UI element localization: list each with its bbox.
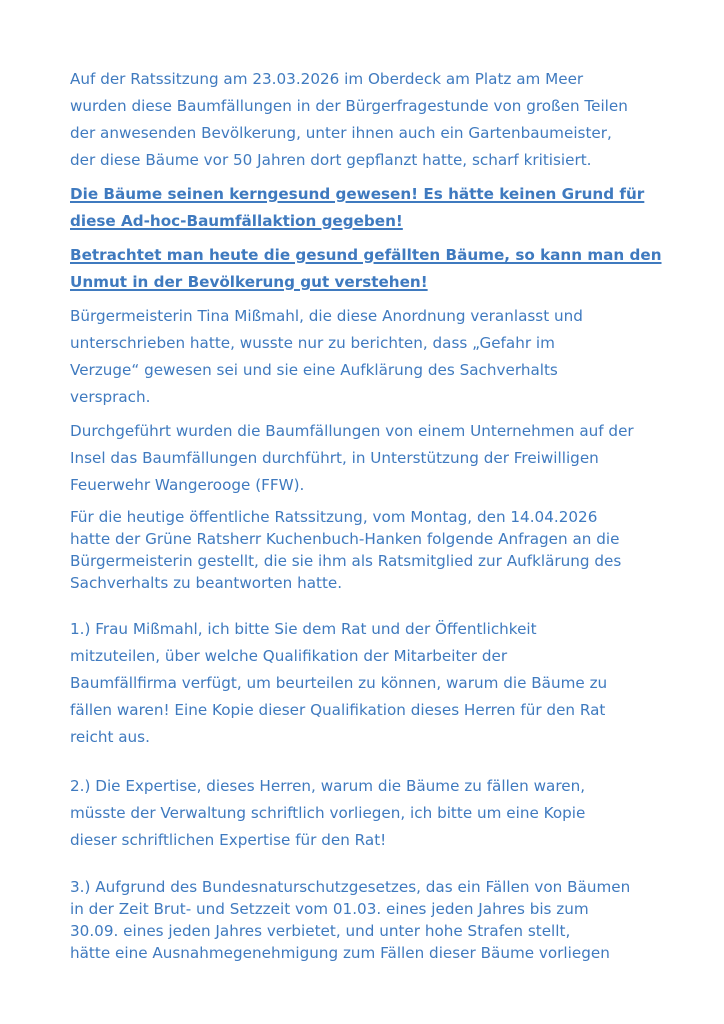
text-line: Unmut in der Bevölkerung gut verstehen!: [70, 273, 428, 291]
text-line: 2.) Die Expertise, dieses Herren, warum die Bäume zu fällen waren,: [70, 777, 586, 795]
text-line: unterschrieben hatte, wusste nur zu berichten, dass „Gefahr im: [70, 334, 555, 352]
paragraph-trees-healthy: [70, 181, 660, 235]
text-line: Durchgeführt wurden die Baumfällungen von einem Unternehmen auf der: [70, 422, 634, 440]
paragraph-question-3: [70, 876, 660, 964]
text-line: der diese Bäume vor 50 Jahren dort gepflanzt hatte, scharf kritisiert.: [70, 151, 592, 169]
paragraph-public-discontent: [70, 242, 660, 296]
text-line: dieser schriftlichen Expertise für den Rat!: [70, 831, 387, 849]
text-line: versprach.: [70, 388, 151, 406]
text-line: 30.09. eines jeden Jahres verbietet, und unter hohe Strafen stellt,: [70, 922, 571, 940]
text-line: Die Bäume seinen kerngesund gewesen! Es hätte keinen Grund für: [70, 185, 645, 203]
text-line: Sachverhalts zu beantworten hatte.: [70, 574, 343, 592]
document-page: [70, 66, 660, 964]
text-line: Feuerwehr Wangerooge (FFW).: [70, 476, 305, 494]
paragraph-question-1: [70, 616, 660, 751]
text-line: Insel das Baumfällungen durchführt, in Unterstützung der Freiwilligen: [70, 449, 599, 467]
text-line: mitzuteilen, über welche Qualifikation der Mitarbeiter der: [70, 647, 508, 665]
text-line: fällen waren! Eine Kopie dieser Qualifikation dieses Herren für den Rat: [70, 701, 606, 719]
paragraph-question-2: [70, 773, 660, 854]
text-line: Verzuge“ gewesen sei und sie eine Aufklärung des Sachverhalts: [70, 361, 558, 379]
paragraph-execution: [70, 418, 660, 499]
text-line: diese Ad-hoc-Baumfällaktion gegeben!: [70, 212, 403, 230]
text-line: Für die heutige öffentliche Ratssitzung, vom Montag, den 14.04.2026: [70, 508, 598, 526]
text-line: der anwesenden Bevölkerung, unter ihnen auch ein Gartenbaumeister,: [70, 124, 612, 142]
text-line: hatte der Grüne Ratsherr Kuchenbuch-Hanken folgende Anfragen an die: [70, 530, 620, 548]
text-line: Baumfällfirma verfügt, um beurteilen zu können, warum die Bäume zu: [70, 674, 608, 692]
paragraph-council-meeting: [70, 66, 660, 174]
text-line: in der Zeit Brut- und Setzzeit vom 01.03. eines jeden Jahres bis zum: [70, 900, 589, 918]
text-line: reicht aus.: [70, 728, 150, 746]
text-line: wurden diese Baumfällungen in der Bürgerfragestunde von großen Teilen: [70, 97, 628, 115]
paragraph-todays-session: [70, 506, 660, 594]
text-line: hätte eine Ausnahmegenehmigung zum Fällen dieser Bäume vorliegen: [70, 944, 610, 962]
text-line: müsste der Verwaltung schriftlich vorliegen, ich bitte um eine Kopie: [70, 804, 586, 822]
text-line: 1.) Frau Mißmahl, ich bitte Sie dem Rat und der Öffentlichkeit: [70, 620, 537, 638]
text-line: 3.) Aufgrund des Bundesnaturschutzgesetzes, das ein Fällen von Bäumen: [70, 878, 631, 896]
paragraph-mayor-statement: [70, 303, 660, 411]
text-line: Bürgermeisterin Tina Mißmahl, die diese Anordnung veranlasst und: [70, 307, 583, 325]
text-line: Betrachtet man heute die gesund gefällten Bäume, so kann man den: [70, 246, 662, 264]
text-line: Auf der Ratssitzung am 23.03.2026 im Oberdeck am Platz am Meer: [70, 70, 584, 88]
text-line: Bürgermeisterin gestellt, die sie ihm als Ratsmitglied zur Aufklärung des: [70, 552, 622, 570]
